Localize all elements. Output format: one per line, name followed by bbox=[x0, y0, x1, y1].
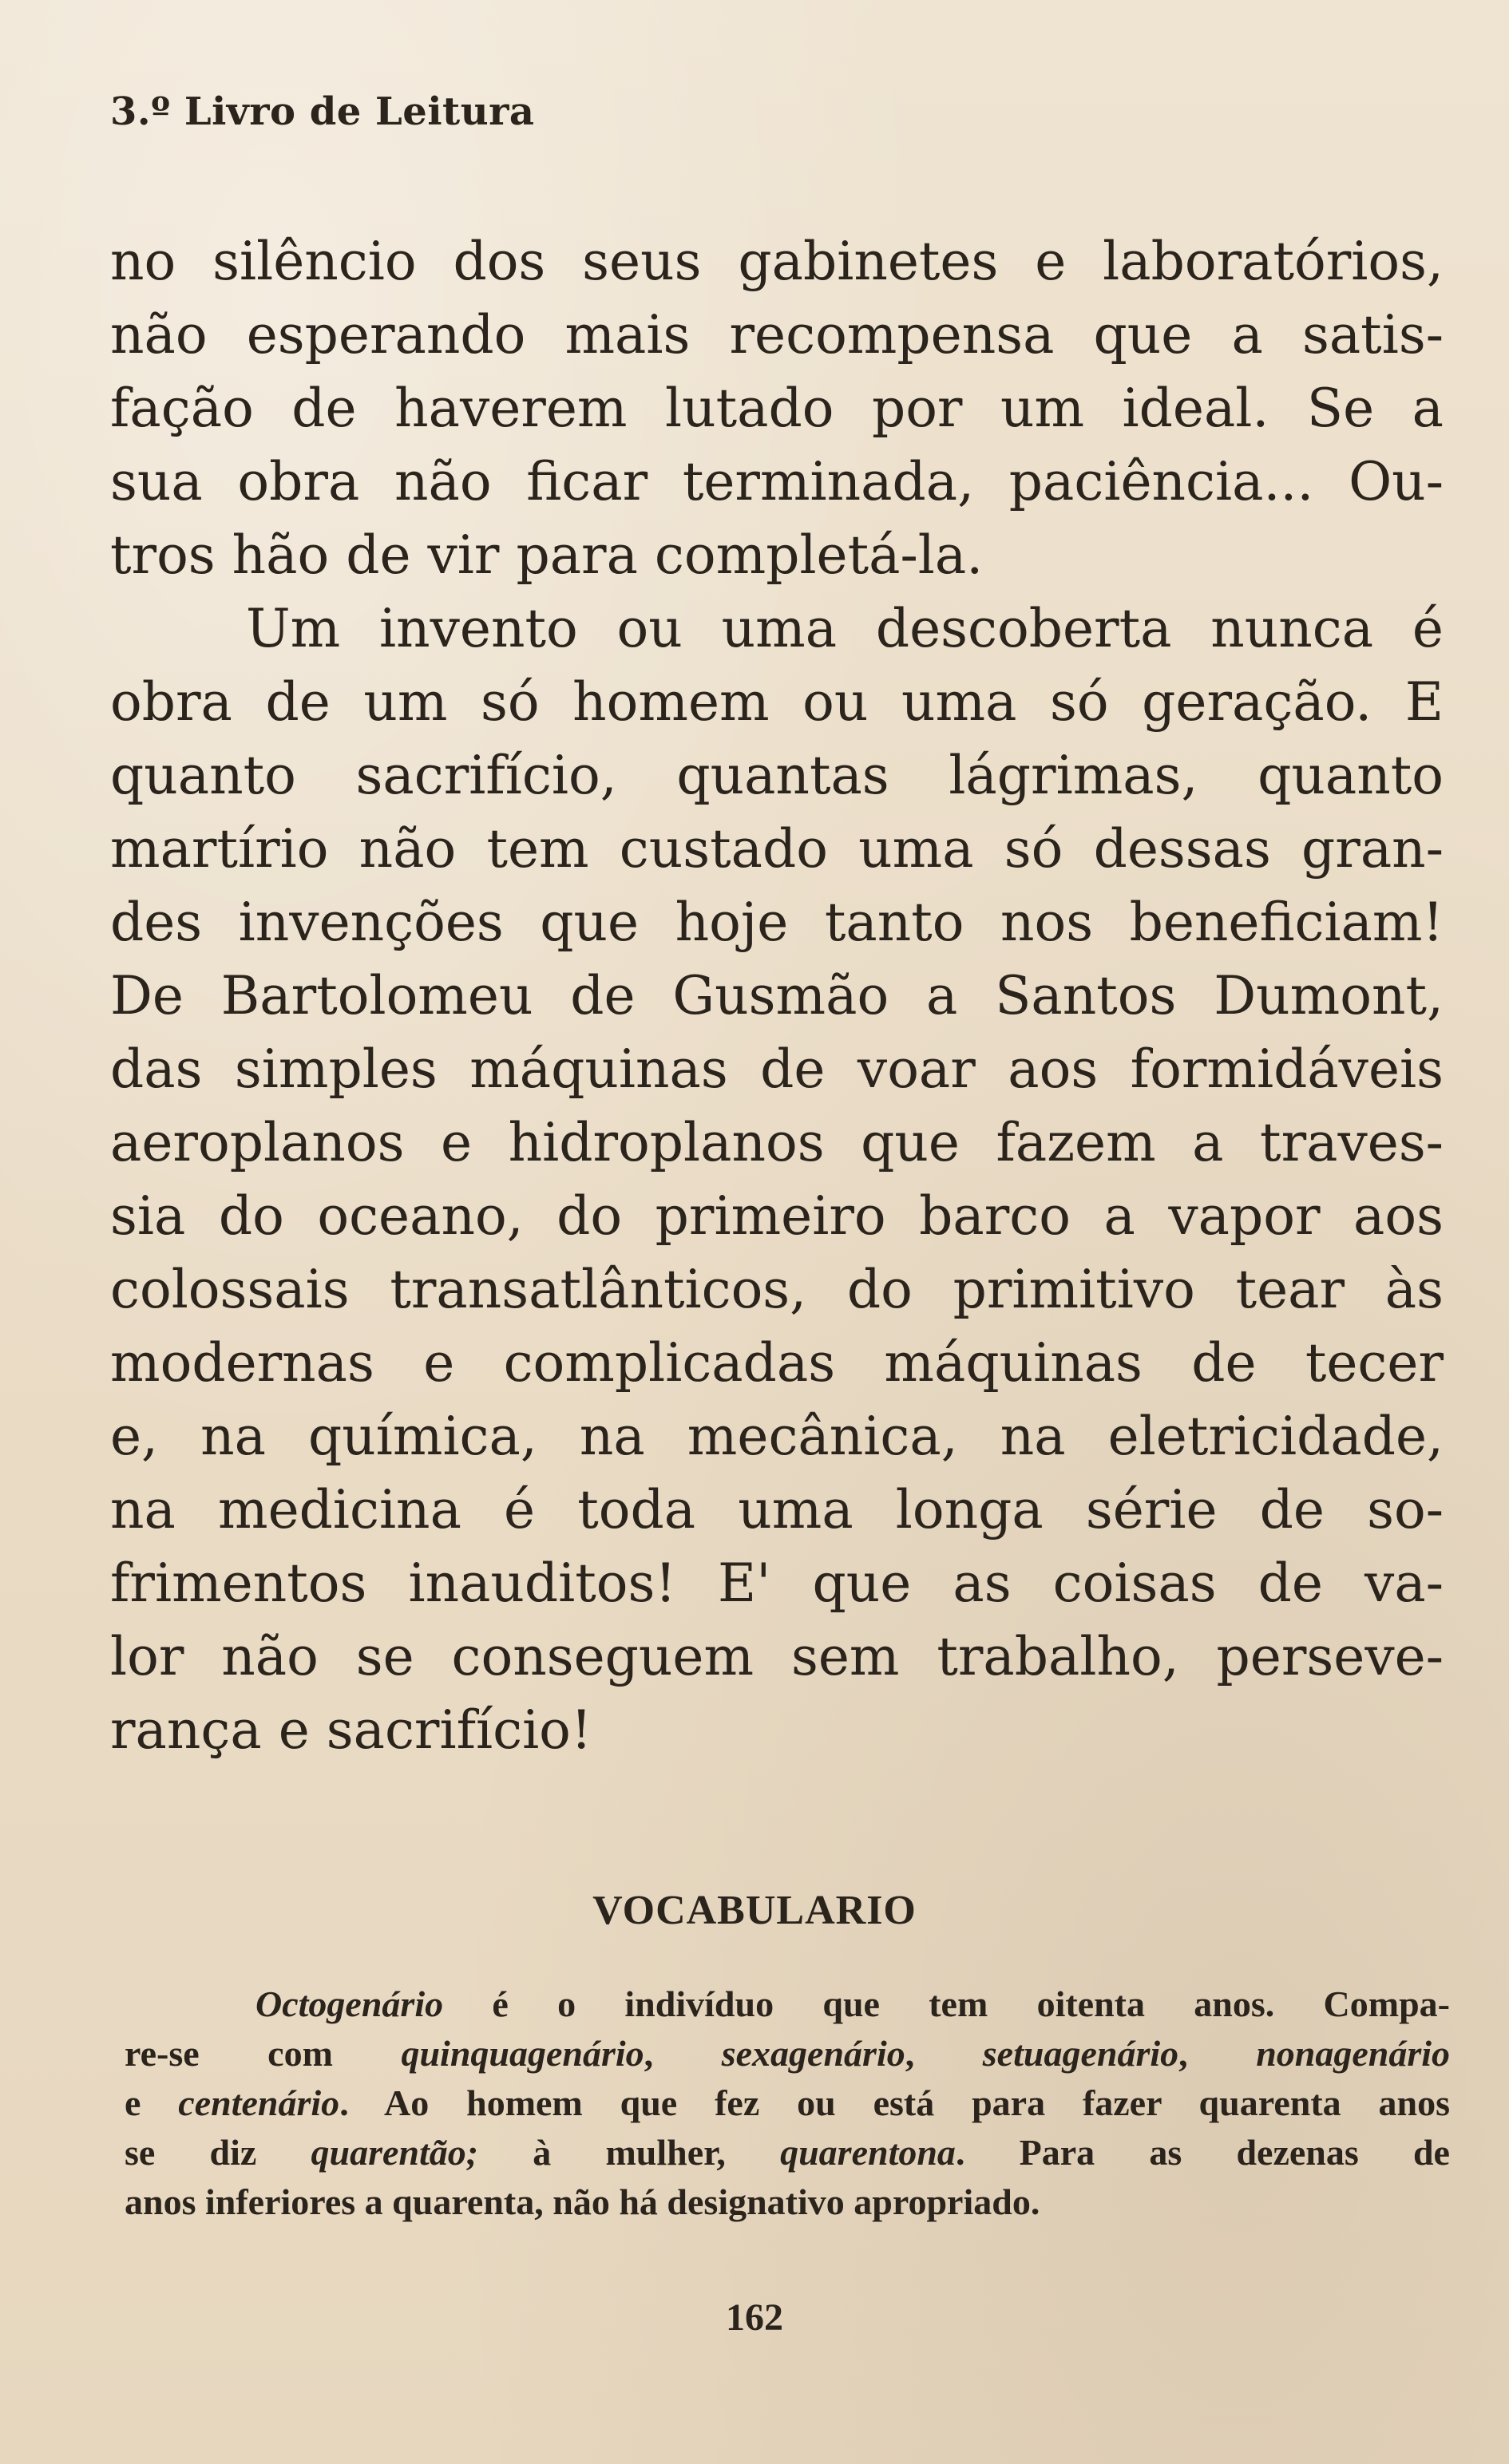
text-line: na medicina é toda uma longa série de so- bbox=[110, 1479, 1444, 1540]
vocab-term: quarentona bbox=[780, 2132, 956, 2173]
vocab-line bbox=[125, 2029, 1450, 2078]
vocab-term: quarentão; bbox=[311, 2132, 479, 2173]
main-text bbox=[110, 225, 1444, 1767]
text-line: frimentos inauditos! E' que as coisas de va- bbox=[110, 1552, 1444, 1614]
text-line: das simples máquinas de voar aos formidáveis bbox=[110, 1038, 1444, 1100]
vocab-text: . Para as dezenas de bbox=[955, 2132, 1450, 2173]
vocabulary-note bbox=[125, 1980, 1450, 2227]
vocab-term: quinquagenário bbox=[401, 2033, 644, 2074]
page-number: 162 bbox=[726, 2296, 783, 2339]
text-line: fação de haverem lutado por um ideal. Se a bbox=[110, 378, 1444, 439]
vocab-text: , bbox=[905, 2033, 983, 2074]
vocab-term: nonagenário bbox=[1256, 2033, 1451, 2074]
text-line: no silêncio dos seus gabinetes e laboratórios, bbox=[110, 231, 1444, 292]
vocab-term: setuagenário bbox=[982, 2033, 1179, 2074]
text-line: sia do oceano, do primeiro barco a vapor aos bbox=[110, 1185, 1444, 1247]
vocab-line bbox=[125, 2128, 1450, 2177]
running-header: 3.º Livro de Leitura bbox=[110, 89, 535, 134]
text-line: quanto sacrifício, quantas lágrimas, quanto bbox=[110, 745, 1444, 806]
text-line: lor não se conseguem sem trabalho, perseve- bbox=[110, 1626, 1444, 1687]
vocab-line: anos inferiores a quarenta, não há designativo apropriado. bbox=[125, 2181, 1040, 2222]
vocab-text: e bbox=[125, 2082, 179, 2123]
vocab-text: re-se com bbox=[125, 2033, 402, 2074]
text-line: e, na química, na mecânica, na eletricidade, bbox=[110, 1406, 1444, 1467]
text-line: não esperando mais recompensa que a satis- bbox=[110, 304, 1444, 366]
vocab-term: Octogenário bbox=[255, 1983, 444, 2024]
vocab-text: se diz bbox=[125, 2132, 311, 2173]
vocab-text: . Ao homem que fez ou está para fazer quarenta anos bbox=[339, 2082, 1450, 2123]
text-line: obra de um só homem ou uma só geração. E bbox=[110, 671, 1444, 733]
text-line: aeroplanos e hidroplanos que fazem a traves- bbox=[110, 1112, 1444, 1173]
vocab-text: , bbox=[644, 2033, 722, 2074]
text-line: sua obra não ficar terminada, paciência... Ou- bbox=[110, 451, 1444, 512]
text-line: Um invento ou uma descoberta nunca é bbox=[246, 598, 1444, 659]
vocab-text: à mulher, bbox=[478, 2132, 781, 2173]
text-line: martírio não tem custado uma só dessas gran- bbox=[110, 818, 1444, 880]
vocab-term: sexagenário bbox=[721, 2033, 905, 2074]
text-line: De Bartolomeu de Gusmão a Santos Dumont, bbox=[110, 965, 1444, 1026]
text-line: modernas e complicadas máquinas de tecer bbox=[110, 1332, 1444, 1394]
text-line: colossais transatlânticos, do primitivo tear às bbox=[110, 1259, 1444, 1320]
text-line: tros hão de vir para completá-la. bbox=[110, 524, 984, 586]
text-line: rança e sacrifício! bbox=[110, 1699, 592, 1761]
vocab-term: centenário bbox=[178, 2082, 340, 2123]
vocabulary-title: VOCABULARIO bbox=[592, 1888, 917, 1933]
text-line: des invenções que hoje tanto nos beneficiam! bbox=[110, 892, 1444, 953]
vocab-text: , bbox=[1178, 2033, 1257, 2074]
vocab-line bbox=[125, 2078, 1450, 2128]
vocab-text: é o indivíduo que tem oitenta anos. Compa- bbox=[443, 1983, 1450, 2024]
vocab-line bbox=[125, 1980, 1450, 2029]
